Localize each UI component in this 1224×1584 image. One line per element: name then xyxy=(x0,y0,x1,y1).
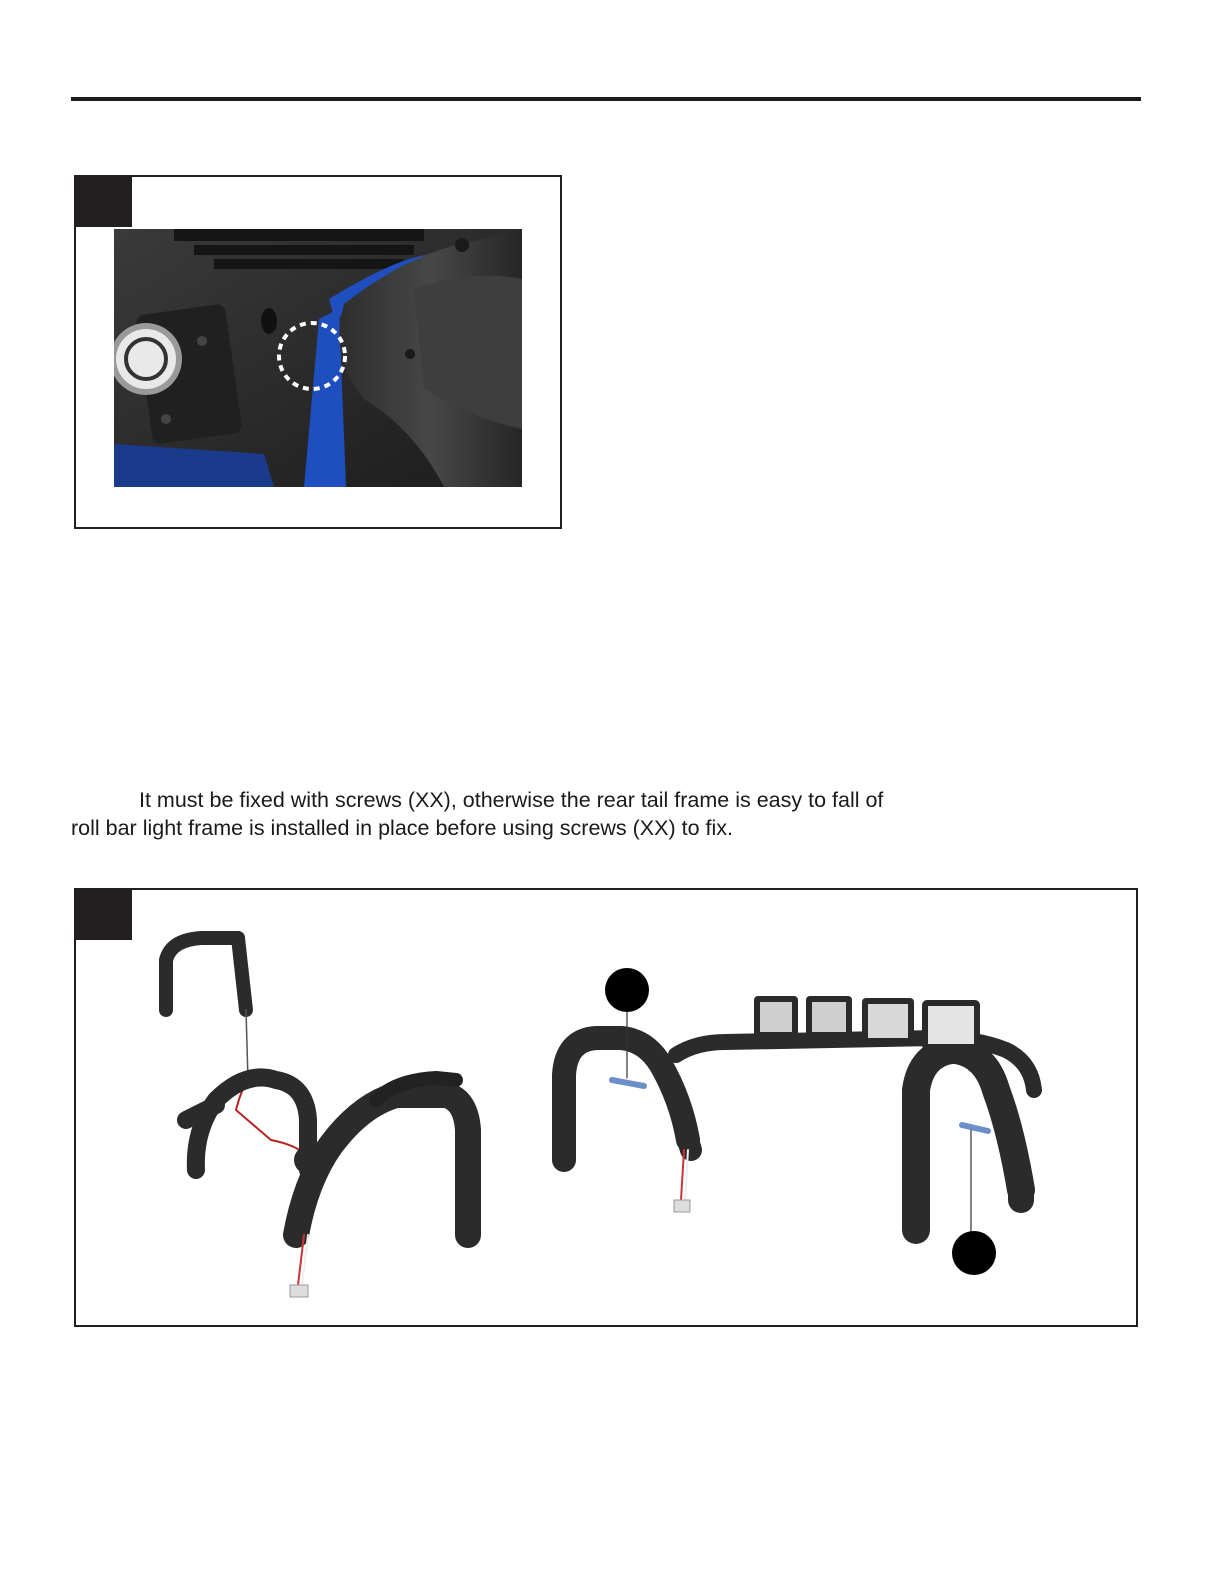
step-panel-top xyxy=(74,175,562,529)
callout-marker-1 xyxy=(605,968,649,1012)
callout-marker-2 xyxy=(952,1231,996,1275)
instruction-line-1: It must be fixed with screws (XX), otherwise the rear tail frame is easy to fall of xyxy=(139,788,884,812)
rollbar-assembly-figure xyxy=(76,890,1136,1325)
step-number-tab xyxy=(76,177,132,227)
instruction-text xyxy=(71,786,1071,842)
header-rule xyxy=(71,97,1141,101)
step-panel-bottom xyxy=(74,888,1138,1327)
instruction-line-2: roll bar light frame is installed in place before using screws (XX) to fix. xyxy=(71,816,733,840)
closeup-photo xyxy=(114,229,522,487)
